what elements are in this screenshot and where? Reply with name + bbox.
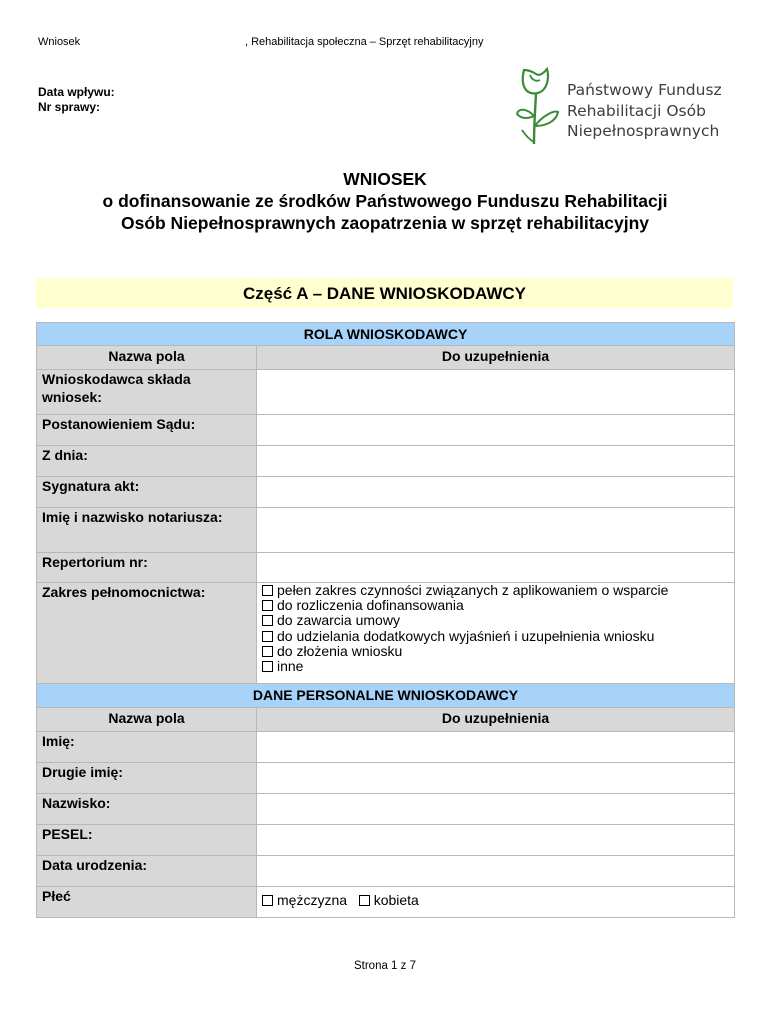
scope-option-full[interactable]: pełen zakres czynności związanych z aplikowaniem o wsparcie: [262, 583, 729, 598]
title-line-1: WNIOSEK: [343, 169, 427, 189]
document-title: [0, 168, 770, 234]
field-label-applicant-submits: Wnioskodawca składa wniosek:: [37, 370, 257, 415]
field-input-case-signature[interactable]: [257, 477, 735, 508]
column-header-value: Do uzupełnienia: [257, 708, 735, 732]
column-header-name: Nazwa pola: [37, 346, 257, 370]
logo-line-1: Państwowy Fundusz: [567, 81, 722, 99]
scope-option-contract[interactable]: do zawarcia umowy: [262, 613, 729, 628]
field-label-notary-name: Imię i nazwisko notariusza:: [37, 508, 257, 553]
checkbox[interactable]: [262, 600, 273, 611]
logo-line-2: Rehabilitacji Osób: [567, 101, 706, 120]
checkbox[interactable]: [262, 661, 273, 672]
checkbox[interactable]: [262, 615, 273, 626]
date-received-label: Data wpływu:: [38, 85, 115, 99]
field-label-pesel: PESEL:: [37, 825, 257, 856]
field-input-repertory-number[interactable]: [257, 553, 735, 583]
field-input-applicant-submits[interactable]: [257, 370, 735, 415]
scope-option-other[interactable]: inne: [262, 659, 729, 674]
scope-option-explanations[interactable]: do udzielania dodatkowych wyjaśnień i uzupełnienia wniosku: [262, 629, 729, 644]
field-label-court-decision: Postanowieniem Sądu:: [37, 415, 257, 446]
part-a-heading: Część A – DANE WNIOSKODAWCY: [36, 278, 733, 308]
case-number-label: Nr sprawy:: [38, 100, 101, 114]
title-line-2: o dofinansowanie ze środków Państwowego Funduszu Rehabilitacji: [102, 191, 668, 211]
header-program: , Rehabilitacja społeczna – Sprzęt rehabilitacyjny: [245, 36, 484, 48]
sex-option-male[interactable]: mężczyzna: [262, 892, 347, 908]
field-label-surname: Nazwisko:: [37, 794, 257, 825]
section-title-personal: DANE PERSONALNE WNIOSKODAWCY: [37, 684, 735, 708]
field-label-scope: Zakres pełnomocnictwa:: [37, 583, 257, 684]
role-table: [36, 322, 735, 918]
column-header-name: Nazwa pola: [37, 708, 257, 732]
field-input-date[interactable]: [257, 446, 735, 477]
scope-option-settlement[interactable]: do rozliczenia dofinansowania: [262, 598, 729, 613]
field-input-birth-date[interactable]: [257, 856, 735, 887]
checkbox[interactable]: [262, 585, 273, 596]
field-input-court-decision[interactable]: [257, 415, 735, 446]
checkbox[interactable]: [262, 646, 273, 657]
section-title-role: ROLA WNIOSKODAWCY: [37, 323, 735, 346]
logo-wordmark: [567, 80, 722, 142]
field-label-birth-date: Data urodzenia:: [37, 856, 257, 887]
field-input-first-name[interactable]: [257, 732, 735, 763]
column-header-value: Do uzupełnienia: [257, 346, 735, 370]
tulip-logo-icon: [512, 66, 562, 148]
title-line-3: Osób Niepełnosprawnych zaopatrzenia w sprzęt rehabilitacyjny: [120, 213, 650, 233]
header-doc-type: Wniosek: [38, 36, 81, 48]
field-input-pesel[interactable]: [257, 825, 735, 856]
sex-options: [257, 887, 735, 918]
intake-meta: [38, 85, 115, 115]
field-input-notary-name[interactable]: [257, 508, 735, 553]
field-label-first-name: Imię:: [37, 732, 257, 763]
field-label-second-name: Drugie imię:: [37, 763, 257, 794]
scope-options: [257, 583, 735, 684]
pfron-logo: [512, 66, 752, 148]
sex-option-female[interactable]: kobieta: [359, 892, 419, 908]
field-label-repertory-number: Repertorium nr:: [37, 553, 257, 583]
checkbox[interactable]: [359, 895, 370, 906]
checkbox[interactable]: [262, 631, 273, 642]
field-input-second-name[interactable]: [257, 763, 735, 794]
scope-option-submit[interactable]: do złożenia wniosku: [262, 644, 729, 659]
field-label-date: Z dnia:: [37, 446, 257, 477]
field-label-sex: Płeć: [37, 887, 257, 918]
logo-line-3: Niepełnosprawnych: [567, 122, 720, 140]
field-input-surname[interactable]: [257, 794, 735, 825]
page-number: Strona 1 z 7: [353, 960, 416, 972]
checkbox[interactable]: [262, 895, 273, 906]
field-label-case-signature: Sygnatura akt:: [37, 477, 257, 508]
